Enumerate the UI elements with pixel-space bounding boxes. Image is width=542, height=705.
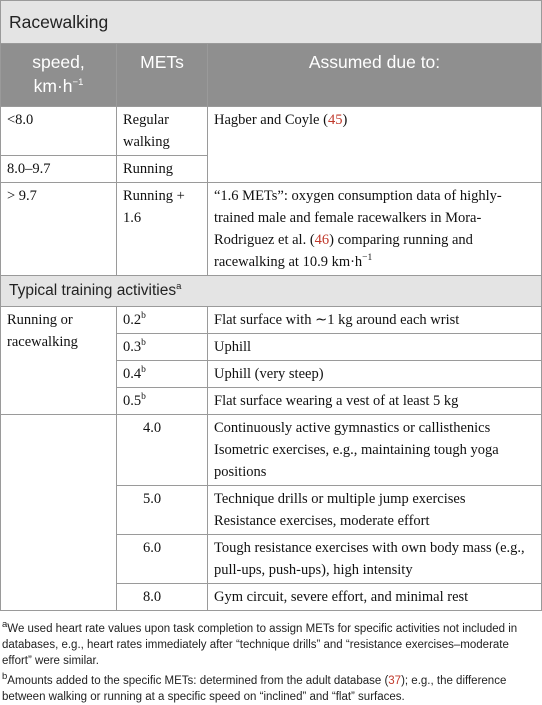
- section-row: [1, 276, 542, 307]
- mets-cell: [117, 388, 208, 415]
- footnote-b: [2, 673, 540, 705]
- footnote-text-end: ); e.g., the difference between walking or running at a specific speed on “inclined” and “flat” surfaces.: [2, 675, 507, 703]
- desc-line: Resistance exercises, moderate effort: [214, 513, 430, 529]
- speed-cell: > 9.7: [1, 183, 117, 276]
- desc-line: Gym circuit, severe effort, and minimal rest: [214, 589, 469, 605]
- mets-cell: 4.0: [117, 415, 208, 486]
- desc-line: Continuously active gymnastics or callisthenics: [214, 420, 491, 436]
- header-row: [1, 44, 542, 107]
- reference-link[interactable]: 45: [327, 112, 343, 128]
- header-speed-exponent: −1: [72, 77, 84, 89]
- footnote-marker: a: [2, 619, 8, 631]
- mets-cell: 6.0: [117, 535, 208, 584]
- reference-link[interactable]: 46: [314, 232, 330, 248]
- header-mets: METs: [117, 44, 208, 107]
- section-title-text: Typical training activities: [9, 282, 177, 299]
- header-speed-unit: km·h: [33, 76, 73, 96]
- footnote-text: Amounts added to the specific METs: determined from the adult database (: [7, 675, 389, 687]
- footnote-marker: b: [141, 365, 146, 376]
- reason-exponent: −1: [362, 253, 373, 264]
- table-title: Racewalking: [1, 1, 542, 44]
- reference-link[interactable]: 37: [388, 675, 402, 687]
- mets-cell: [117, 334, 208, 361]
- reason-text: Hagber and Coyle (: [214, 112, 328, 128]
- desc-line: Tough resistance exercises with own body mass (e.g., pull-ups, push-ups), high intensity: [214, 540, 525, 578]
- reason-text-end: ) comparing running and racewalking at 10.9 km·h: [214, 232, 473, 270]
- footnote-marker: b: [141, 311, 146, 322]
- footnote-marker: b: [2, 671, 8, 683]
- speed-cell: <8.0: [1, 107, 117, 156]
- desc-cell: Uphill: [208, 334, 542, 361]
- header-speed-label: speed,: [32, 52, 85, 72]
- footnote-text: We used heart rate values upon task completion to assign METs for specific activities not included in databases, e.g., heart rates immediately after “technique drills” and “resistance exercises–moderate effort” were similar.: [2, 623, 518, 667]
- mets-cell: [117, 307, 208, 334]
- desc-cell: [208, 486, 542, 535]
- title-row: [1, 1, 542, 44]
- mets-cell: Running + 1.6: [117, 183, 208, 276]
- desc-cell: [208, 584, 542, 611]
- desc-cell: Flat surface with ∼1 kg around each wrist: [208, 307, 542, 334]
- mets-value: 0.3: [123, 339, 142, 355]
- section-title: [1, 276, 542, 307]
- mets-cell: Regular walking: [117, 107, 208, 156]
- empty-label-cell: [1, 415, 117, 611]
- footnote-marker: b: [141, 338, 146, 349]
- desc-cell: Uphill (very steep): [208, 361, 542, 388]
- reason-cell: [208, 183, 542, 276]
- footnotes: [0, 611, 542, 705]
- mets-cell: Running: [117, 156, 208, 183]
- reason-text: “1.6 METs”: oxygen consumption data of highly-trained male and female racewalkers in Mora-Rodriguez et al. (: [214, 188, 502, 248]
- desc-line: Technique drills or multiple jump exercises: [214, 491, 466, 507]
- desc-cell: [208, 415, 542, 486]
- table-row: [1, 107, 542, 156]
- mets-value: 0.5: [123, 393, 142, 409]
- mets-value: 0.2: [123, 312, 142, 328]
- group-label-cell: Running or racewalking: [1, 307, 117, 415]
- mets-cell: 8.0: [117, 584, 208, 611]
- header-assumed: Assumed due to:: [208, 44, 542, 107]
- table-row: [1, 307, 542, 334]
- desc-line: Isometric exercises, e.g., maintaining tough yoga positions: [214, 442, 499, 480]
- desc-cell: [208, 535, 542, 584]
- speed-cell: 8.0–9.7: [1, 156, 117, 183]
- mets-cell: [117, 361, 208, 388]
- mets-cell: 5.0: [117, 486, 208, 535]
- mets-value: 0.4: [123, 366, 142, 382]
- table-row: [1, 183, 542, 276]
- reason-cell: [208, 107, 542, 183]
- footnote-marker: a: [176, 280, 182, 292]
- reason-text-end: ): [342, 112, 348, 128]
- table-row: [1, 415, 542, 486]
- desc-cell: Flat surface wearing a vest of at least 5 kg: [208, 388, 542, 415]
- header-speed: [1, 44, 117, 107]
- footnote-a: [2, 621, 540, 669]
- footnote-marker: b: [141, 392, 146, 403]
